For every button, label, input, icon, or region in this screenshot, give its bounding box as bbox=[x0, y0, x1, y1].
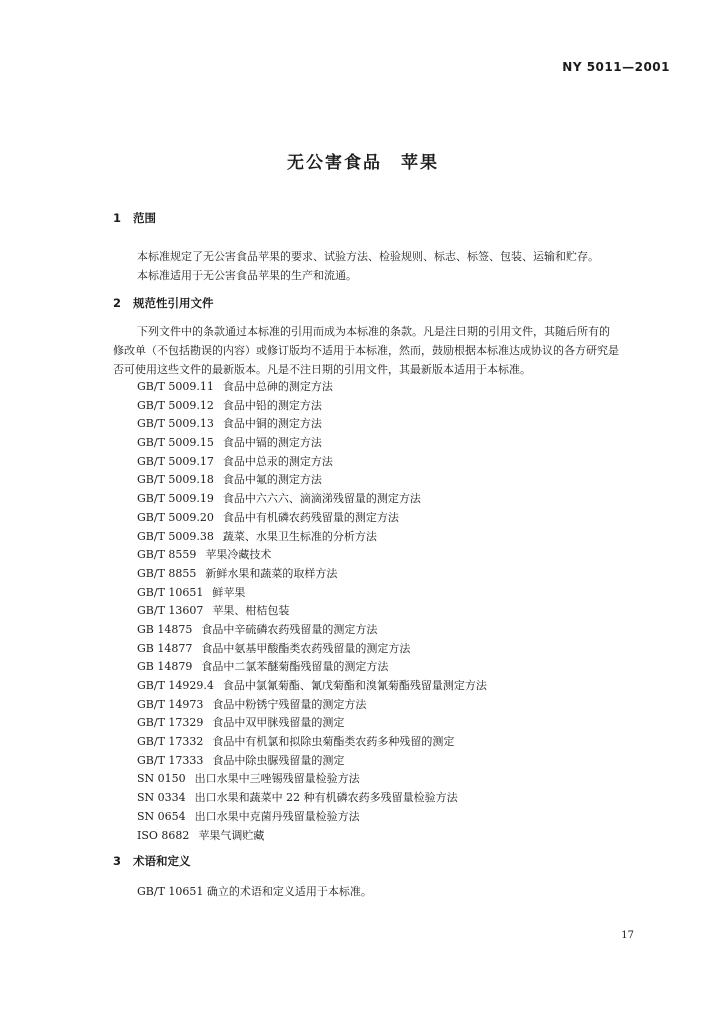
section-1-heading bbox=[113, 210, 156, 226]
reference-code: SN 0334 bbox=[137, 791, 186, 805]
reference-title: 食品中除虫脲残留量的测定 bbox=[212, 753, 345, 767]
section-title: 术语和定义 bbox=[133, 854, 191, 868]
reference-code: GB/T 5009.15 bbox=[137, 436, 214, 450]
standard-code: NY 5011—2001 bbox=[562, 60, 670, 74]
section-number: 1 bbox=[113, 211, 122, 225]
reference-title: 苹果冷藏技术 bbox=[205, 548, 272, 562]
scope-paragraph: 本标准适用于无公害食品苹果的生产和流通。 bbox=[137, 269, 357, 282]
reference-code: GB/T 5009.19 bbox=[137, 492, 214, 506]
reference-item bbox=[137, 827, 487, 846]
reference-code: GB/T 17332 bbox=[137, 735, 204, 749]
reference-code: GB/T 17333 bbox=[137, 753, 204, 767]
reference-item bbox=[137, 696, 487, 715]
reference-list bbox=[137, 378, 487, 845]
reference-item bbox=[137, 752, 487, 771]
reference-code: GB/T 8855 bbox=[137, 566, 197, 580]
intro-line: 否可使用这些文件的最新版本。凡是不注日期的引用文件，其最新版本适用于本标准。 bbox=[113, 363, 531, 376]
reference-item bbox=[137, 434, 487, 453]
section-number: 2 bbox=[113, 296, 122, 310]
reference-item bbox=[137, 770, 487, 789]
reference-item bbox=[137, 733, 487, 752]
reference-item bbox=[137, 546, 487, 565]
reference-item bbox=[137, 565, 487, 584]
page-number: 17 bbox=[621, 930, 634, 941]
reference-code: ISO 8682 bbox=[137, 828, 190, 842]
section-title: 范围 bbox=[133, 211, 156, 225]
reference-title: 食品中总汞的测定方法 bbox=[222, 454, 333, 468]
reference-code: GB/T 5009.18 bbox=[137, 473, 214, 487]
reference-code: GB/T 14929.4 bbox=[137, 679, 214, 692]
reference-item bbox=[137, 677, 487, 696]
reference-code: GB/T 5009.38 bbox=[137, 529, 214, 543]
section-3-heading bbox=[113, 853, 191, 869]
reference-code: GB/T 5009.20 bbox=[137, 510, 214, 524]
reference-code: GB/T 8559 bbox=[137, 548, 197, 562]
reference-code: SN 0150 bbox=[137, 772, 186, 786]
reference-item bbox=[137, 509, 487, 528]
reference-item bbox=[137, 584, 487, 603]
reference-title: 出口水果和蔬菜中 22 种有机磷农药多残留量检验方法 bbox=[194, 791, 458, 805]
reference-item bbox=[137, 808, 487, 827]
reference-item bbox=[137, 490, 487, 509]
reference-title: 新鲜水果和蔬菜的取样方法 bbox=[205, 566, 338, 580]
reference-code: GB/T 14973 bbox=[137, 697, 204, 711]
reference-code: GB/T 13607 bbox=[137, 604, 204, 618]
reference-code: SN 0654 bbox=[137, 809, 186, 823]
reference-title: 食品中辛硫磷农药残留量的测定方法 bbox=[201, 622, 378, 636]
reference-title: 食品中有机磷农药残留量的测定方法 bbox=[222, 510, 399, 524]
reference-title: 鲜苹果 bbox=[212, 585, 246, 599]
reference-title: 蔬菜、水果卫生标准的分析方法 bbox=[222, 529, 377, 543]
reference-item bbox=[137, 453, 487, 472]
reference-title: 苹果气调贮藏 bbox=[198, 828, 265, 842]
reference-item bbox=[137, 378, 487, 397]
document-title: 无公害食品 苹果 bbox=[287, 153, 439, 173]
reference-title: 食品中总砷的测定方法 bbox=[222, 380, 333, 393]
reference-code: GB/T 5009.12 bbox=[137, 398, 214, 412]
reference-title: 食品中有机氯和拟除虫菊酯类农药多种残留的测定 bbox=[212, 735, 455, 749]
reference-item bbox=[137, 658, 487, 677]
reference-title: 出口水果中三唑锡残留量检验方法 bbox=[194, 772, 360, 786]
reference-title: 食品中双甲脒残留量的测定 bbox=[212, 716, 345, 730]
reference-title: 食品中氨基甲酸酯类农药残留量的测定方法 bbox=[201, 641, 411, 655]
reference-item bbox=[137, 415, 487, 434]
reference-code: GB/T 10651 bbox=[137, 585, 204, 599]
reference-title: 食品中铜的测定方法 bbox=[222, 417, 322, 431]
terms-paragraph: GB/T 10651 确立的术语和定义适用于本标准。 bbox=[137, 885, 372, 898]
intro-line: 下列文件中的条款通过本标准的引用而成为本标准的条款。凡是注日期的引用文件，其随后所有的 bbox=[137, 325, 610, 338]
reference-item bbox=[137, 471, 487, 490]
reference-code: GB 14875 bbox=[137, 622, 193, 636]
reference-title: 食品中粉锈宁残留量的测定方法 bbox=[212, 697, 367, 711]
reference-code: GB/T 5009.11 bbox=[137, 380, 214, 393]
reference-item bbox=[137, 397, 487, 416]
reference-item bbox=[137, 621, 487, 640]
reference-code: GB 14879 bbox=[137, 660, 193, 674]
reference-title: 食品中二氯苯醚菊酯残留量的测定方法 bbox=[201, 660, 389, 674]
reference-title: 食品中镉的测定方法 bbox=[222, 436, 322, 450]
reference-item bbox=[137, 602, 487, 621]
reference-item bbox=[137, 528, 487, 547]
section-number: 3 bbox=[113, 854, 122, 868]
scope-paragraph: 本标准规定了无公害食品苹果的要求、试验方法、检验规则、标志、标签、包装、运输和贮存。 bbox=[137, 250, 599, 263]
reference-item bbox=[137, 789, 487, 808]
section-title: 规范性引用文件 bbox=[133, 296, 214, 310]
intro-line: 修改单（不包括勘误的内容）或修订版均不适用于本标准，然而，鼓励根据本标准达成协议的各方研究是 bbox=[113, 344, 619, 357]
reference-item bbox=[137, 640, 487, 659]
reference-title: 苹果、柑桔包装 bbox=[212, 604, 290, 618]
reference-code: GB/T 5009.17 bbox=[137, 454, 214, 468]
reference-title: 食品中氟的测定方法 bbox=[222, 473, 322, 487]
reference-title: 食品中六六六、滴滴涕残留量的测定方法 bbox=[222, 492, 421, 506]
reference-title: 食品中氯氰菊酯、氰戊菊酯和溴氰菊酯残留量测定方法 bbox=[222, 679, 487, 692]
reference-code: GB/T 17329 bbox=[137, 716, 204, 730]
reference-item bbox=[137, 714, 487, 733]
reference-title: 出口水果中克菌丹残留量检验方法 bbox=[194, 809, 360, 823]
section-2-heading bbox=[113, 295, 214, 311]
reference-title: 食品中铅的测定方法 bbox=[222, 398, 322, 412]
reference-code: GB/T 5009.13 bbox=[137, 417, 214, 431]
reference-code: GB 14877 bbox=[137, 641, 193, 655]
